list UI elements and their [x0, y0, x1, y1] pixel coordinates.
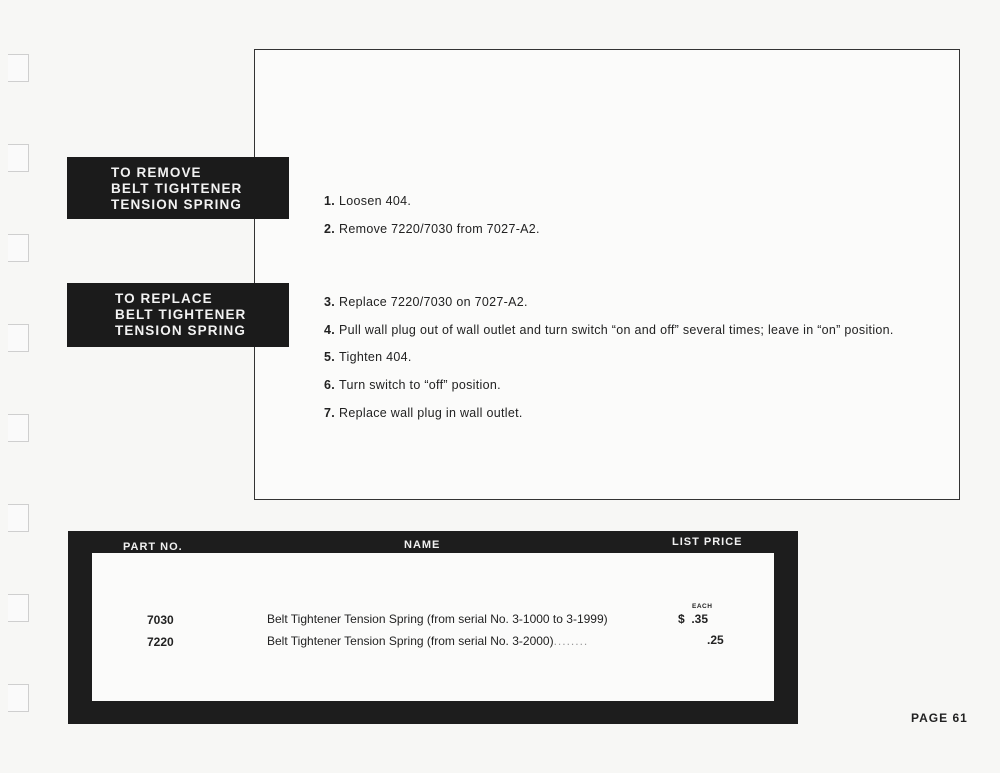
replace-section-heading — [67, 283, 289, 347]
part-name — [267, 634, 588, 648]
binder-hole — [8, 324, 29, 352]
part-price: .25 — [707, 633, 724, 647]
step-number: 6. — [324, 378, 336, 392]
step-text: Replace wall plug in wall outlet. — [339, 406, 523, 420]
remove-section-heading — [67, 157, 289, 219]
heading-line: BELT TIGHTENER — [115, 307, 247, 322]
part-name-text: Belt Tightener Tension Spring (from serial No. 3-2000) — [267, 634, 554, 648]
step-number: 7. — [324, 406, 336, 420]
heading-line: TO REMOVE — [111, 165, 202, 180]
step-number: 1. — [324, 194, 336, 208]
instructions-frame — [254, 49, 960, 500]
step-item — [324, 194, 411, 208]
step-item — [324, 350, 412, 364]
part-name-text: Belt Tightener Tension Spring (from serial No. 3-1000 to 3-1999) — [267, 612, 608, 626]
heading-line: BELT TIGHTENER — [111, 181, 243, 196]
parts-table — [68, 531, 798, 724]
step-item — [324, 406, 523, 420]
heading-line: TENSION SPRING — [111, 197, 242, 212]
heading-line: TO REPLACE — [115, 291, 213, 306]
step-number: 4. — [324, 323, 336, 337]
step-number: 2. — [324, 222, 336, 236]
step-text: Loosen 404. — [339, 194, 412, 208]
heading-line: TENSION SPRING — [115, 323, 246, 338]
column-header-list-price: LIST PRICE — [672, 536, 743, 548]
step-item — [324, 295, 528, 309]
binder-hole — [8, 234, 29, 262]
step-number: 5. — [324, 350, 336, 364]
binder-hole — [8, 414, 29, 442]
binder-hole — [8, 54, 29, 82]
step-text: Pull wall plug out of wall outlet and turn switch “on and off” several times; leave in “on” position. — [339, 323, 894, 337]
step-text: Tighten 404. — [339, 350, 412, 364]
part-price: $ .35 — [678, 612, 709, 626]
binder-hole — [8, 594, 29, 622]
part-name — [267, 612, 608, 626]
step-item — [324, 222, 540, 236]
step-text: Remove 7220/7030 from 7027-A2. — [339, 222, 540, 236]
binder-hole — [8, 684, 29, 712]
binder-hole — [8, 144, 29, 172]
part-number: 7220 — [147, 635, 174, 649]
each-label: EACH — [692, 603, 713, 610]
column-header-name: NAME — [404, 539, 441, 551]
part-number: 7030 — [147, 613, 174, 627]
step-item — [324, 378, 501, 392]
column-header-part-no: PART NO. — [123, 541, 183, 553]
step-item — [324, 323, 894, 337]
step-text: Replace 7220/7030 on 7027-A2. — [339, 295, 528, 309]
dot-leader: ........ — [553, 634, 589, 648]
page-number: PAGE 61 — [911, 711, 968, 725]
binder-hole — [8, 504, 29, 532]
parts-table-body — [92, 553, 774, 701]
step-text: Turn switch to “off” position. — [339, 378, 501, 392]
step-number: 3. — [324, 295, 336, 309]
